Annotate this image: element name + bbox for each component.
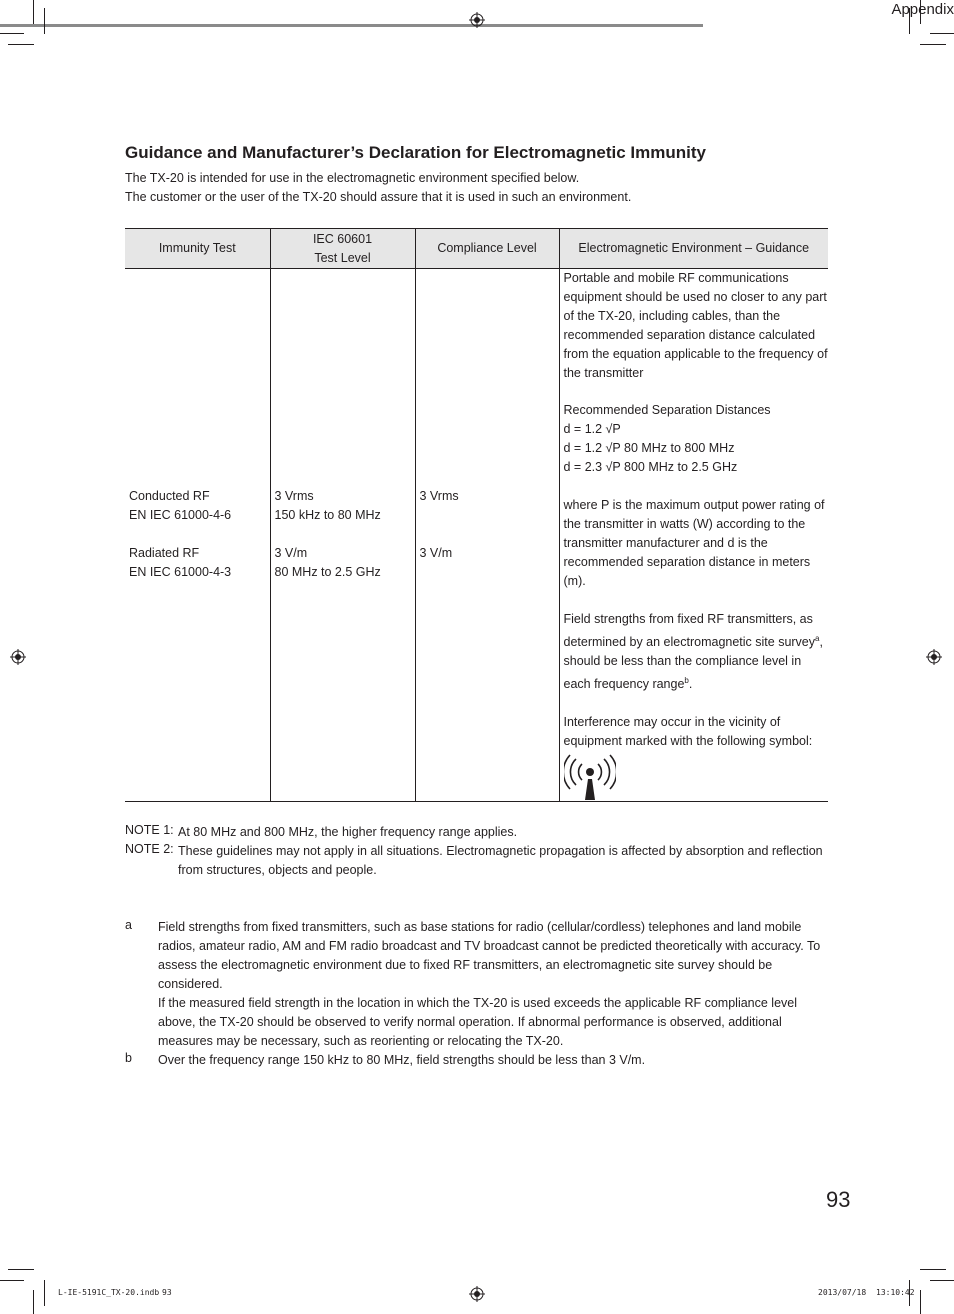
cell-guidance (559, 269, 828, 802)
equation: d = 1.2 √P (563, 422, 621, 436)
guidance-text: Field strengths from fixed RF transmitters, as determined by an electromagnetic site survey (563, 612, 816, 650)
note-text: At 80 MHz and 800 MHz, the higher frequency range applies. (178, 825, 518, 839)
page-number: 93 (826, 1187, 851, 1212)
col-header-compliance: Compliance Level (415, 229, 559, 269)
col-header-test-level-line2: Test Level (314, 250, 371, 265)
crop-mark (920, 1269, 946, 1270)
crop-mark (33, 1290, 34, 1314)
slug-date: 2013/07/18 (818, 1288, 867, 1297)
footnote-a-paragraph: If the measured field strength in the location in which the TX-20 is used exceeds the applicable RF compliance level above, the TX-20 should be observed to verify normal operation. If abnormal performance is observed, additional measures may be necessary, such as reorienting or relocating the TX-20. (158, 996, 798, 1048)
col-header-test-level-line1: IEC 60601 (312, 231, 373, 246)
guidance-paragraph (564, 610, 832, 694)
registration-mark-icon (926, 649, 942, 665)
crop-mark (930, 1280, 954, 1281)
cell-test-level (270, 269, 415, 802)
footnote-ref-a: a (815, 634, 820, 643)
radiated-level: 3 V/m (274, 546, 308, 560)
crop-mark (44, 1280, 45, 1306)
registration-mark-icon (469, 1286, 485, 1302)
radiated-compliance: 3 V/m (419, 546, 453, 560)
crop-mark (0, 33, 24, 34)
non-ionizing-radiation-icon (564, 754, 616, 802)
intro-line: The TX-20 is intended for use in the electromagnetic environment specified below. (125, 171, 580, 185)
slug-page: 93 (162, 1288, 172, 1297)
registration-mark-icon (469, 12, 485, 28)
footnote-label: b (125, 1051, 132, 1065)
radiated-range: 80 MHz to 2.5 GHz (274, 565, 381, 579)
crop-mark (44, 8, 45, 34)
footnote-label: a (125, 918, 132, 932)
intro-line: The customer or the user of the TX-20 should assure that it is used in such an environment. (125, 190, 632, 204)
col-header-test-level (270, 229, 415, 269)
conducted-level: 3 Vrms (274, 489, 314, 503)
crop-mark (8, 44, 34, 45)
footnote-ref-b: b (684, 676, 689, 686)
crop-mark (33, 0, 34, 24)
footnote-b: Over the frequency range 150 kHz to 80 MHz, field strengths should be less than 3 V/m. (158, 1053, 646, 1067)
conducted-compliance: 3 Vrms (419, 489, 459, 503)
guidance-text: . (688, 677, 693, 692)
conducted-standard: EN IEC 61000-4-6 (129, 508, 232, 522)
equation: d = 2.3 √P 800 MHz to 2.5 GHz (563, 460, 738, 474)
rsd-title: Recommended Separation Distances (563, 403, 771, 417)
conducted-test: Conducted RF (129, 489, 210, 503)
table-header-row (125, 229, 828, 269)
crop-mark (930, 33, 954, 34)
radiated-test: Radiated RF (129, 546, 200, 560)
slug-time: 13:10:42 (876, 1288, 915, 1297)
page-title: Guidance and Manufacturer’s Declaration for Electromagnetic Immunity (125, 143, 706, 162)
registration-mark-icon (10, 649, 26, 665)
note-label: NOTE 2: (125, 842, 174, 856)
col-header-guidance: Electromagnetic Environment – Guidance (559, 229, 828, 269)
section-label: Appendix (891, 1, 954, 18)
guidance-text: , should be less than the compliance level in each frequency range (563, 635, 823, 692)
crop-mark (920, 44, 946, 45)
crop-mark (8, 1269, 34, 1270)
cell-immunity-test (125, 269, 270, 802)
table-row (125, 269, 828, 802)
note-text: These guidelines may not apply in all situations. Electromagnetic propagation is affected by absorption and reflection from structures, objects and people. (178, 844, 823, 877)
slug-file: L-IE-5191C_TX-20.indb (58, 1288, 160, 1297)
guidance-paragraph: where P is the maximum output power rating of the transmitter in watts (W) according to the transmitter manufacturer and d is the recommended separation distance in meters (m). (563, 498, 825, 588)
conducted-range: 150 kHz to 80 MHz (274, 508, 381, 522)
footnote-a-paragraph: Field strengths from fixed transmitters, such as base stations for radio (cellular/cordless) telephones and land mobile radios, amateur radio, AM and FM radio broadcast and TV broadcast cannot be predicted theoretically with accuracy. To assess the electromagnetic environment due to fixed RF transmitters, an electromagnetic site survey should be considered. (158, 920, 821, 991)
section-header (0, 0, 954, 27)
guidance-paragraph: Portable and mobile RF communications equipment should be used no closer to any part of the TX-20, including cables, than the recommended separation distance calculated from the equation applicable to the frequency of the transmitter (563, 271, 828, 380)
footnote-a (158, 918, 833, 1051)
crop-mark (920, 1290, 921, 1314)
note-label: NOTE 1: (125, 823, 174, 837)
cell-compliance (415, 269, 559, 802)
immunity-table (125, 228, 828, 802)
guidance-paragraph: Interference may occur in the vicinity of equipment marked with the following symbol: (563, 715, 813, 749)
radiated-standard: EN IEC 61000-4-3 (129, 565, 232, 579)
crop-mark (0, 1280, 24, 1281)
equation: d = 1.2 √P 80 MHz to 800 MHz (563, 441, 735, 455)
col-header-immunity-test: Immunity Test (125, 229, 270, 269)
